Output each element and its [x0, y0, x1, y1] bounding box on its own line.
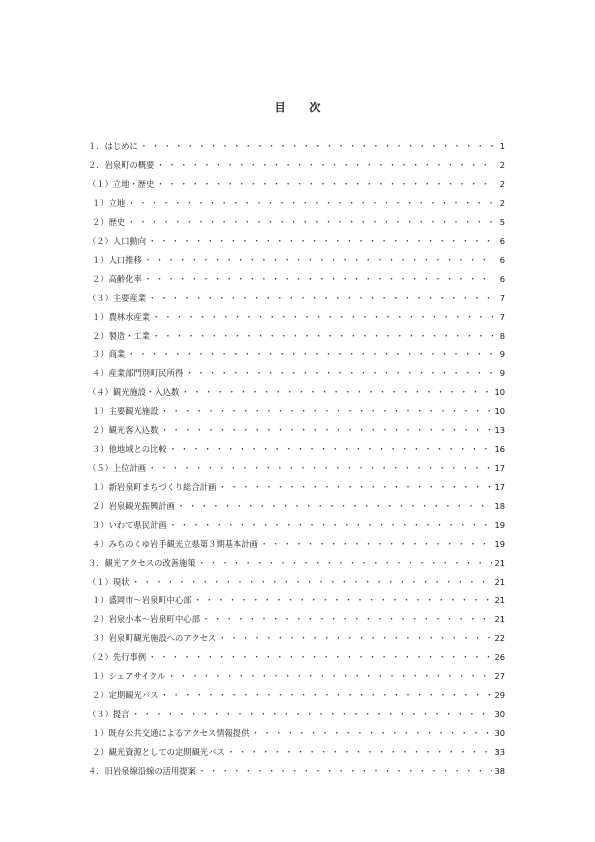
toc-leader-dots [160, 407, 492, 415]
toc-leader-dots [144, 275, 493, 283]
toc-leader-dots [160, 691, 492, 699]
toc-leader-dots [185, 369, 493, 377]
toc-leader-dots [202, 615, 493, 623]
toc-leader-dots [168, 672, 493, 680]
toc-entry[interactable] [88, 459, 505, 478]
toc-entry-page: 27 [494, 671, 505, 682]
toc-leader-dots [152, 313, 493, 321]
toc-entry-page: 33 [494, 746, 505, 757]
toc-entry-page: 5 [499, 217, 505, 227]
toc-entry[interactable] [88, 686, 505, 705]
toc-entry[interactable] [88, 478, 505, 497]
toc-entry-label: （３）主要産業 [88, 292, 147, 303]
toc-entry-page: 21 [494, 576, 505, 587]
toc-entry-label: １）新岩泉町まちづくり総合計画 [92, 481, 217, 492]
toc-entry-page: 18 [494, 500, 505, 511]
toc-entry[interactable] [88, 156, 505, 175]
toc-leader-dots [156, 161, 493, 169]
toc-entry[interactable] [88, 648, 505, 667]
toc-entry[interactable] [88, 402, 505, 421]
toc-entry-label: ３）商業 [92, 349, 126, 360]
toc-entry-label: ４）産業部門別町民所得 [92, 368, 184, 379]
toc-entry-page: 10 [494, 406, 505, 417]
page-title: 目 次 [274, 101, 331, 114]
toc-entry-label: １）シェアサイクル [92, 671, 166, 682]
toc-entry[interactable] [88, 288, 505, 307]
toc-entry[interactable] [88, 667, 505, 686]
toc-entry-page: 7 [499, 292, 505, 303]
toc-leader-dots [177, 502, 492, 510]
toc-entry[interactable] [88, 251, 505, 270]
toc-entry-page: 6 [499, 235, 505, 246]
toc-entry-label: ３）岩泉町観光施設へのアクセス [92, 633, 217, 644]
toc-entry[interactable] [88, 610, 505, 629]
toc-entry-label: １）人口推移 [92, 254, 142, 265]
toc-entry-page: 6 [499, 254, 505, 265]
toc-entry-page: 29 [494, 690, 505, 701]
toc-leader-dots [260, 540, 492, 548]
toc-entry[interactable] [88, 705, 505, 724]
toc-leader-dots [169, 521, 493, 529]
toc-leader-dots [198, 767, 493, 775]
toc-entry[interactable] [88, 572, 505, 591]
toc-entry[interactable] [88, 383, 505, 402]
toc-leader-dots [156, 180, 493, 188]
toc-entry[interactable] [88, 345, 505, 364]
toc-entry[interactable] [88, 629, 505, 648]
toc-leader-dots [194, 596, 493, 604]
toc-entry-label: ２）観光資源としての定期観光バス [92, 746, 225, 757]
toc-entry[interactable] [88, 724, 505, 743]
toc-entry-label: １）立地 [92, 198, 126, 209]
toc-entry[interactable] [88, 307, 505, 326]
toc-entry[interactable] [88, 326, 505, 345]
toc-entry-label: １）盛岡市～岩泉町中心部 [92, 595, 192, 606]
toc-entry-label: ２）高齢化率 [92, 273, 142, 284]
toc-leader-dots [140, 142, 493, 150]
toc-entry-page: 2 [499, 198, 505, 209]
toc-entry[interactable] [88, 421, 505, 440]
toc-entry-label: ２）歴史 [92, 217, 126, 227]
toc-entry-page: 19 [494, 538, 505, 549]
toc-entry-page: 21 [494, 614, 505, 625]
toc-entry-label: ２）定期観光バス [92, 690, 159, 701]
toc-entry[interactable] [88, 743, 505, 762]
toc-entry-page: 26 [494, 652, 505, 663]
toc-leader-dots [132, 578, 493, 586]
toc-entry-page: 17 [494, 462, 505, 473]
toc-entry[interactable] [88, 364, 505, 383]
toc-entry-page: 6 [499, 273, 505, 284]
toc-entry-page: 21 [494, 557, 505, 568]
toc-entry-label: １）既存公共交通によるアクセス情報提供 [92, 727, 250, 738]
toc-entry[interactable] [88, 232, 505, 251]
toc-entry-page: 19 [494, 519, 505, 530]
toc-leader-dots [227, 748, 493, 756]
toc-entry-label: （３）提言 [88, 708, 130, 719]
toc-leader-dots [152, 332, 493, 340]
toc-entry-page: 1 [499, 141, 505, 152]
toc-entry[interactable] [88, 175, 505, 194]
toc-leader-dots [148, 294, 493, 302]
toc-entry-page: 2 [499, 179, 505, 190]
toc-entry-page: 2 [499, 160, 505, 171]
toc-entry-label: （５）上位計画 [88, 462, 147, 473]
toc-entry[interactable] [88, 269, 505, 288]
toc-leader-dots [218, 483, 492, 491]
toc-entry[interactable] [88, 194, 505, 213]
toc-leader-dots [198, 559, 493, 567]
toc-leader-dots [127, 218, 493, 226]
toc-leader-dots [160, 426, 492, 434]
toc-entry-page: 16 [494, 444, 505, 455]
toc-entry[interactable] [88, 553, 505, 572]
toc-entry-label: （４）観光施設・入込数 [88, 387, 180, 398]
toc-entry-label: １）農林水産業 [92, 311, 151, 322]
toc-entry-page: 7 [499, 311, 505, 322]
toc-entry-label: ４）みちのくゆ岩手観光立県第３期基本計画 [92, 538, 258, 549]
toc-entry[interactable] [88, 137, 505, 156]
toc-entry-label: ２）観光客入込数 [92, 425, 159, 436]
toc-entry-label: ３．観光アクセスの改善施策 [88, 557, 196, 568]
toc-entry[interactable] [88, 534, 505, 553]
toc-entry-label: ４．旧岩泉線沿線の活用提案 [88, 765, 196, 776]
toc-leader-dots [218, 634, 492, 642]
toc-entry[interactable] [88, 213, 505, 232]
toc-entry[interactable] [88, 497, 505, 516]
toc-leader-dots [148, 237, 493, 245]
toc-entry-page: 21 [494, 595, 505, 606]
toc-entry-label: ２）岩泉観光振興計画 [92, 500, 175, 511]
toc-entry-page: 9 [499, 368, 505, 379]
toc-leader-dots [127, 350, 493, 358]
toc-entry[interactable] [88, 761, 505, 780]
toc-entry[interactable] [88, 440, 505, 459]
toc-entry-page: 13 [494, 425, 505, 436]
toc-entry-label: （１）現状 [88, 576, 130, 587]
toc-entry-label: ３）いわて県民計画 [92, 519, 167, 530]
toc-entry-label: ３）他地域との比較 [92, 444, 167, 455]
toc-entry-page: 8 [499, 330, 505, 341]
toc-entry[interactable] [88, 515, 505, 534]
toc-leader-dots [251, 729, 492, 737]
table-of-contents [88, 137, 505, 780]
toc-entry-page: 30 [494, 727, 505, 738]
toc-leader-dots [144, 256, 493, 264]
toc-leader-dots [181, 388, 492, 396]
toc-entry-label: （２）先行事例 [88, 652, 147, 663]
toc-entry-page: 30 [494, 708, 505, 719]
toc-entry-label: ２．岩泉町の概要 [88, 160, 155, 171]
toc-entry-page: 10 [494, 387, 505, 398]
toc-leader-dots [148, 464, 492, 472]
toc-entry-page: 38 [494, 765, 505, 776]
toc-entry-label: （２）人口動向 [88, 235, 147, 246]
toc-entry-label: ２）製造・工業 [92, 330, 151, 341]
toc-entry-page: 22 [494, 633, 505, 644]
toc-leader-dots [132, 710, 493, 718]
toc-leader-dots [127, 199, 493, 207]
toc-leader-dots [169, 445, 493, 453]
toc-entry-label: ２）岩泉小本～岩泉町中心部 [92, 614, 200, 625]
toc-entry-label: （１）立地・歴史 [88, 179, 155, 190]
toc-entry-label: １）主要観光施設 [92, 406, 159, 417]
toc-leader-dots [148, 653, 492, 661]
toc-entry-label: １．はじめに [88, 141, 138, 152]
toc-entry-page: 9 [499, 349, 505, 360]
toc-entry-page: 17 [494, 481, 505, 492]
toc-entry[interactable] [88, 591, 505, 610]
